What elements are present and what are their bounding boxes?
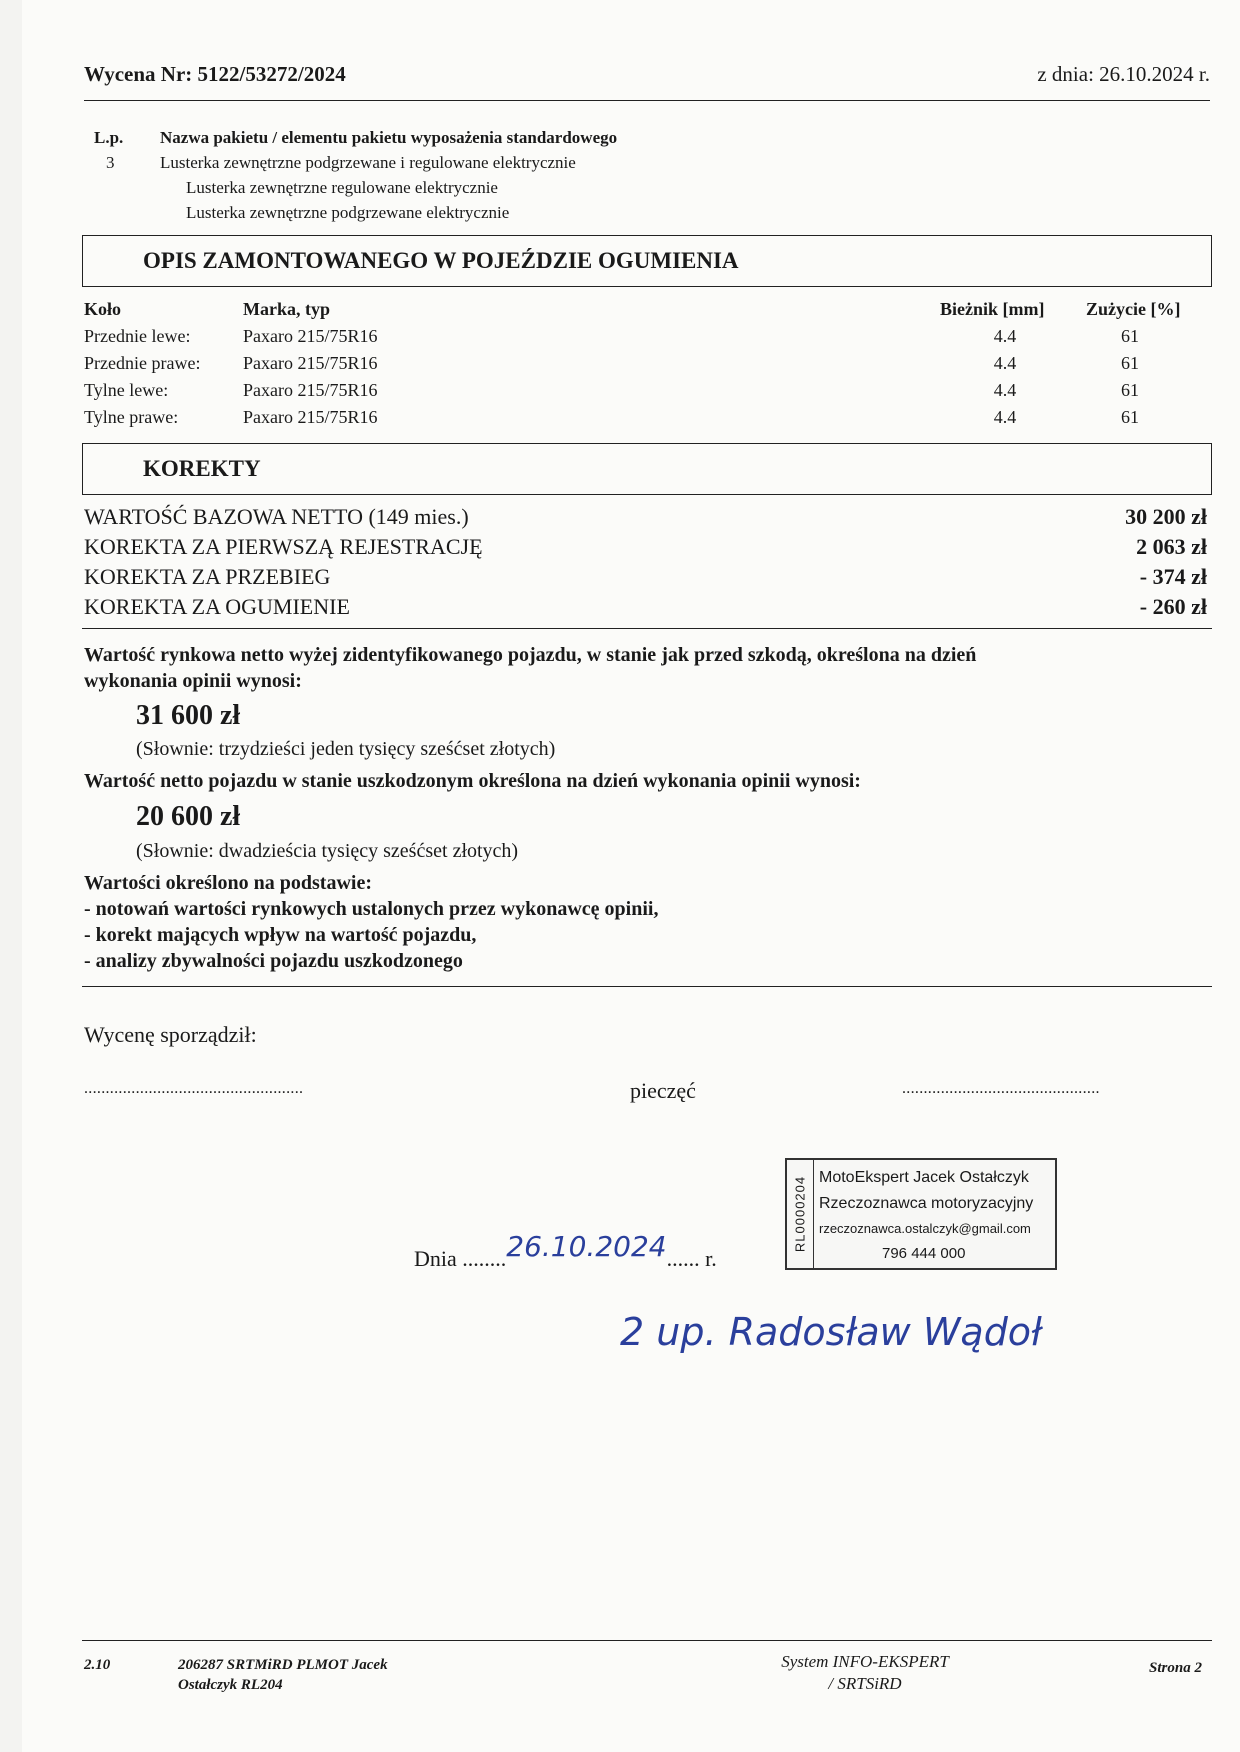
tire-wheel: Przednie lewe: <box>84 326 191 346</box>
footer-issuer: 206287 SRTMiRD PLMOT Jacek <box>178 1657 388 1673</box>
corrections-section-title: KOREKTY <box>143 456 261 481</box>
tires-section-title: OPIS ZAMONTOWANEGO W POJEŹDZIE OGUMIENIA <box>143 248 739 273</box>
tires-header-tread: Bieżnik [mm] <box>940 299 1045 319</box>
tire-tread: 4.4 <box>993 407 1017 427</box>
basis-item: - korekt mających wpływ na wartość pojazdu, <box>84 924 477 946</box>
tire-wear: 61 <box>1121 353 1139 373</box>
tire-brand: Paxaro 215/75R16 <box>243 353 378 373</box>
damaged-value: 20 600 zł <box>136 801 241 832</box>
footer-divider <box>82 1640 1212 1641</box>
valuation-number: Wycena Nr: 5122/53272/2024 <box>84 62 346 86</box>
basis-title: Wartości określono na podstawie: <box>84 872 372 894</box>
stamp-title: Rzeczoznawca motoryzacyjny <box>819 1195 1034 1212</box>
tire-wear: 61 <box>1121 380 1139 400</box>
stamp-line: .............................................. <box>902 1080 1100 1097</box>
tire-wheel: Tylne lewe: <box>84 380 169 400</box>
tire-tread: 4.4 <box>993 353 1017 373</box>
correction-value: - 374 zł <box>1139 564 1207 589</box>
corrections-section-box <box>82 443 1212 495</box>
footer-system-cont: / SRTSiRD <box>828 1674 902 1693</box>
tire-brand: Paxaro 215/75R16 <box>243 380 378 400</box>
corrections-divider <box>82 628 1212 629</box>
tire-brand: Paxaro 215/75R16 <box>243 407 378 427</box>
signing-date-prefix: Dnia <box>414 1246 463 1271</box>
correction-value: 30 200 zł <box>1125 504 1207 529</box>
footer-system: System INFO-EKSPERT <box>781 1652 949 1671</box>
col-package-header: Nazwa pakietu / elementu pakietu wyposażenia standardowego <box>160 128 618 147</box>
package-sub-item: Lusterka zewnętrzne podgrzewane elektrycznie <box>186 203 510 222</box>
stamp-company: MotoEkspert Jacek Ostałczyk <box>819 1169 1029 1186</box>
signing-date-dots: ...... <box>666 1246 700 1271</box>
market-value-words: (Słownie: trzydzieści jeden tysięcy sześćset złotych) <box>136 738 556 760</box>
stamp-reg-number: RL0000204 <box>792 1175 808 1253</box>
tire-tread: 4.4 <box>993 326 1017 346</box>
prepared-by-label: Wycenę sporządził: <box>84 1022 257 1047</box>
tire-wheel: Tylne prawe: <box>84 407 179 427</box>
signing-date-field <box>414 1230 717 1273</box>
stamp-reg-box <box>787 1160 814 1268</box>
tire-tread: 4.4 <box>993 380 1017 400</box>
company-stamp <box>785 1158 1057 1270</box>
col-lp-header: L.p. <box>94 128 124 147</box>
tire-brand: Paxaro 215/75R16 <box>243 326 378 346</box>
tires-header-brand: Marka, typ <box>243 299 330 319</box>
correction-value: - 260 zł <box>1139 594 1207 619</box>
stamp-email: rzeczoznawca.ostalczyk@gmail.com <box>819 1221 1031 1236</box>
tires-header-wheel: Koło <box>84 299 122 319</box>
stamp-phone: 796 444 000 <box>882 1245 966 1262</box>
footer-issuer-cont: Ostałczyk RL204 <box>178 1677 283 1693</box>
signature-line: ................................................... <box>84 1080 304 1097</box>
footer-page-number: Strona 2 <box>1149 1660 1202 1676</box>
basis-item: - analizy zbywalności pojazdu uszkodzonego <box>84 950 463 972</box>
tire-wear: 61 <box>1121 326 1139 346</box>
handwritten-note: 2 up. Radosław Wądoł <box>620 1310 1042 1354</box>
valuation-divider <box>82 986 1212 987</box>
tire-wear: 61 <box>1121 407 1139 427</box>
signing-date-suffix: r. <box>699 1246 717 1271</box>
package-sub-item: Lusterka zewnętrzne regulowane elektrycznie <box>186 178 498 197</box>
stamp-label: pieczęć <box>630 1078 696 1103</box>
tire-wheel: Przednie prawe: <box>84 353 201 373</box>
damaged-value-words: (Słownie: dwadzieścia tysięcy sześćset złotych) <box>136 840 519 862</box>
signing-date-dots: ........ <box>462 1246 507 1271</box>
market-value-intro: Wartość rynkowa netto wyżej zidentyfikowanego pojazdu, w stanie jak przed szkodą, określona na dzień <box>84 644 977 666</box>
market-value: 31 600 zł <box>136 700 241 731</box>
correction-label: KOREKTA ZA PRZEBIEG <box>84 564 331 589</box>
correction-value: 2 063 zł <box>1136 534 1207 559</box>
header-divider <box>84 100 1210 101</box>
valuation-date: z dnia: 26.10.2024 r. <box>1037 62 1210 86</box>
signing-date-handwritten: 26.10.2024 <box>506 1230 667 1263</box>
footer-code: 2.10 <box>84 1657 111 1673</box>
tires-section-box <box>82 235 1212 287</box>
correction-label: WARTOŚĆ BAZOWA NETTO (149 mies.) <box>84 504 469 529</box>
basis-item: - notowań wartości rynkowych ustalonych przez wykonawcę opinii, <box>84 898 659 920</box>
package-lp: 3 <box>106 153 115 172</box>
correction-label: KOREKTA ZA OGUMIENIE <box>84 594 350 619</box>
market-value-intro-cont: wykonania opinii wynosi: <box>84 670 302 692</box>
damaged-value-intro: Wartość netto pojazdu w stanie uszkodzonym określona na dzień wykonania opinii wynosi: <box>84 770 861 792</box>
tires-header-wear: Zużycie [%] <box>1086 299 1181 319</box>
correction-label: KOREKTA ZA PIERWSZĄ REJESTRACJĘ <box>84 534 483 559</box>
package-name: Lusterka zewnętrzne podgrzewane i regulowane elektrycznie <box>160 153 576 172</box>
